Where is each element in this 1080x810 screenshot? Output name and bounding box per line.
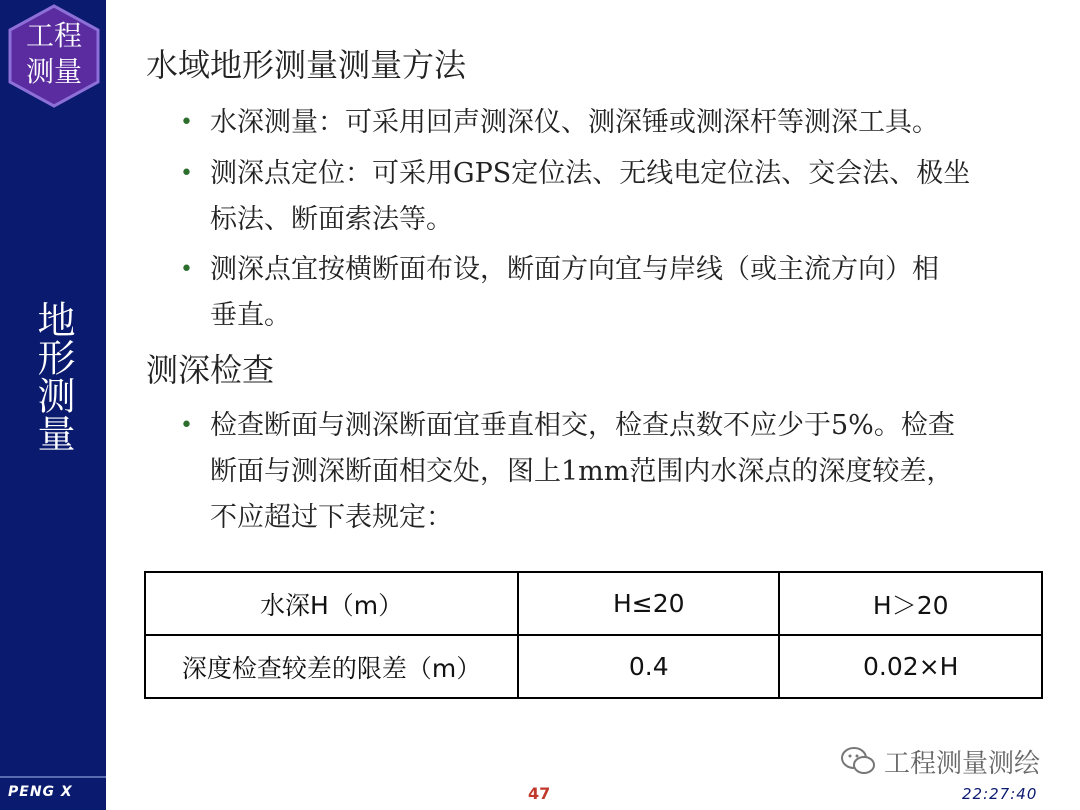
watermark-text: 工程测量测绘 [884,748,1041,779]
badge-line-1: 工程 [25,19,82,52]
table-cell: 0.4 [518,635,779,698]
bullet-line: 断面与测深断面相交处，图上1mm范围内水深点的深度较差， [210,456,954,487]
bullet-dot-icon: • [180,257,193,282]
bullet-dot-icon: • [180,110,193,135]
bullet-line: 测深点宜按横断面布设，断面方向宜与岸线（或主流方向）相 [210,254,939,285]
chat-bubble-icon [840,746,876,776]
section-heading-methods: 水域地形测量测量方法 [146,46,467,84]
bullet-dot-icon: • [180,161,193,186]
table-cell: H＞20 [779,572,1042,635]
clock-time: 22:27:40 [962,785,1038,803]
page-number: 47 [528,784,551,803]
sidebar-divider [0,776,106,778]
sidebar [0,0,106,810]
course-badge [8,4,100,108]
table-cell: 0.02×H [779,635,1042,698]
bullet-item [180,403,1050,541]
table-cell: H≤20 [518,572,779,635]
table-header-row [145,572,1042,635]
badge-line-2: 测量 [25,55,82,88]
watermark [840,744,1040,778]
vertical-title-text: 地形测量 [31,300,75,452]
table-cell: 水深H（m） [145,572,518,635]
bullet-item [180,151,1050,243]
vertical-title [0,300,106,452]
bullet-line: 检查断面与测深断面宜垂直相交，检查点数不应少于5%。检查 [210,410,955,441]
table-row [145,635,1042,698]
bullet-line: 标法、断面索法等。 [210,204,453,235]
bullet-item [180,247,1050,339]
author-label: PENG X [8,784,73,800]
section-heading-check: 测深检查 [146,351,275,389]
badge-text [8,18,100,90]
bullet-item [180,100,1050,146]
bullet-dot-icon: • [180,413,193,438]
table-cell: 深度检查较差的限差（m） [145,635,518,698]
bullet-line: 垂直。 [210,300,291,331]
bullet-line: 不应超过下表规定： [210,502,453,533]
depth-limit-table [144,571,1043,699]
bullet-line: 水深测量：可采用回声测深仪、测深锤或测深杆等测深工具。 [210,107,939,138]
bullet-line: 测深点定位：可采用GPS定位法、无线电定位法、交会法、极坐 [210,158,971,189]
